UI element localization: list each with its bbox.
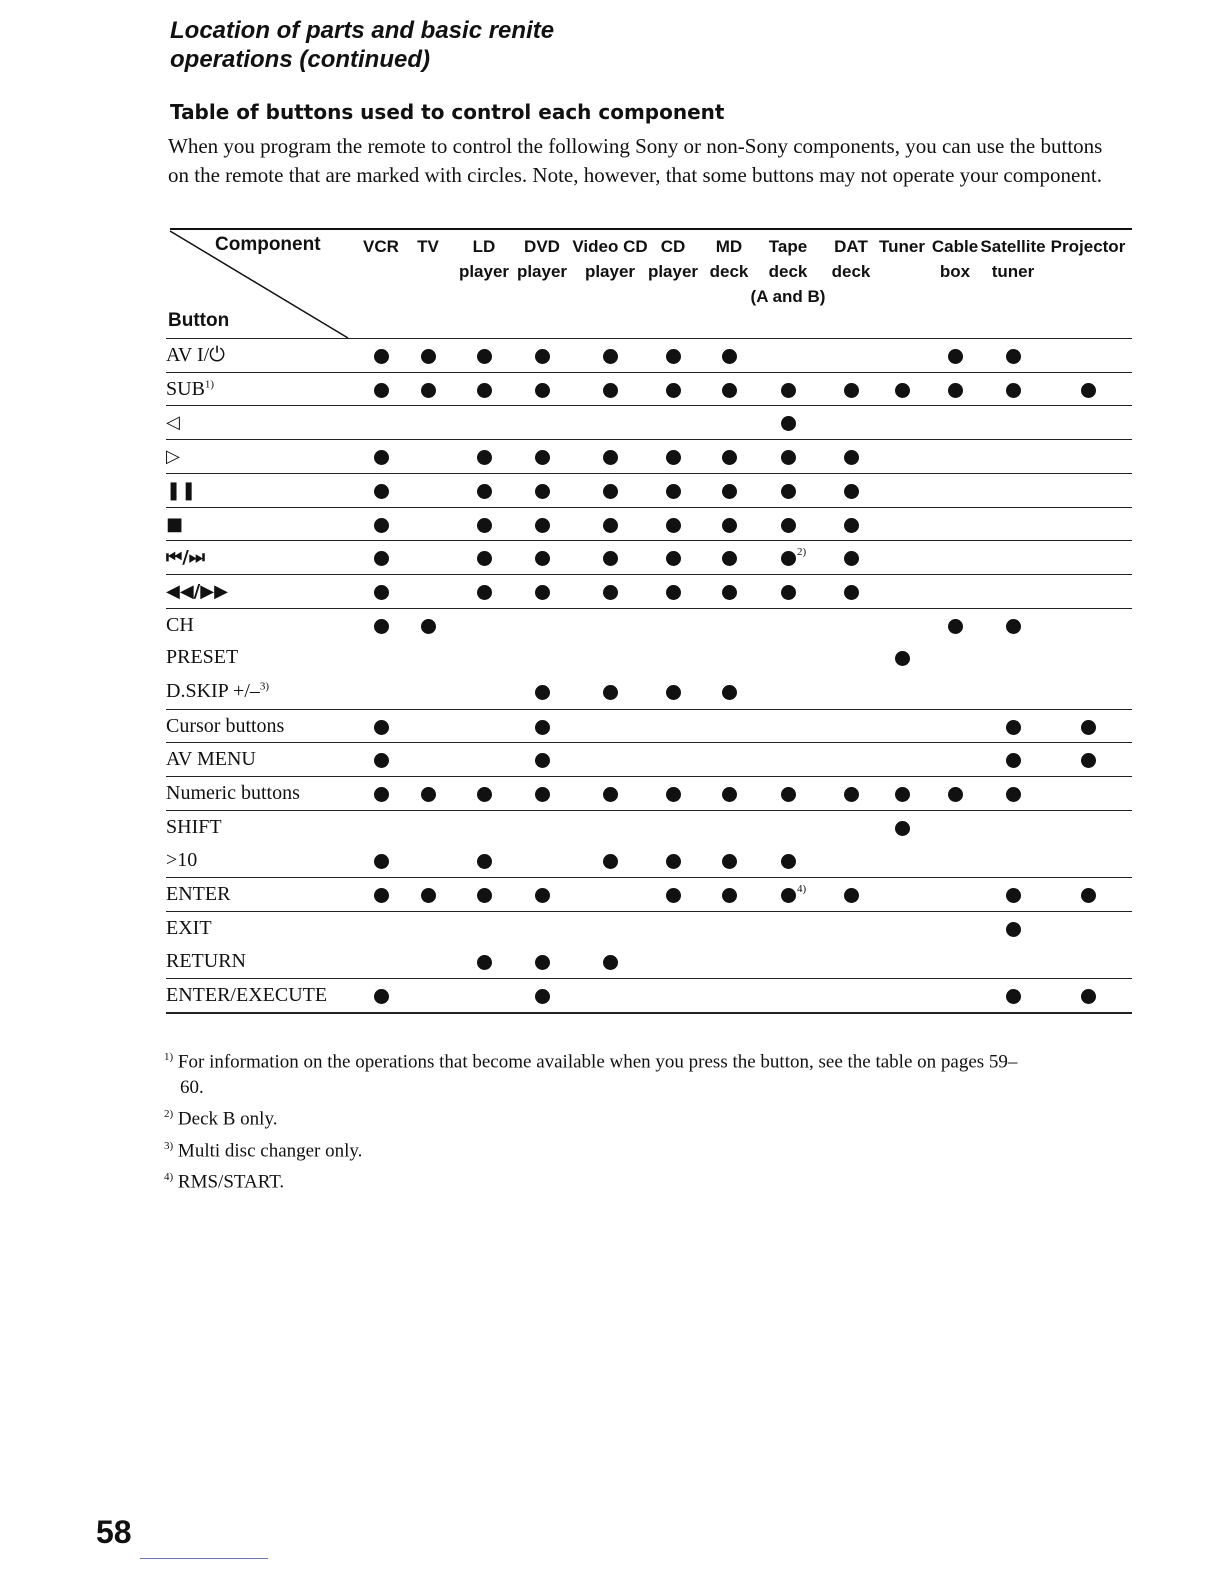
support-dot [844,888,859,903]
support-dot [535,685,550,700]
table-row [166,742,1132,777]
table-row [166,978,1132,1013]
intro-text: When you program the remote to control the following Sony or non-Sony components, you can use the buttons on the remote that are marked with circles. Note, however, that some buttons may not operate your component. [168,134,1103,187]
support-dot [666,854,681,869]
support-dot [535,349,550,364]
support-dot [666,450,681,465]
support-dot [666,349,681,364]
row-label-text: RETURN [166,949,246,972]
page-number: 58 [96,1514,132,1550]
column-header-line: Video CD [572,237,648,256]
table-row [166,372,1132,407]
footnote-mark: 3) [164,1139,174,1152]
support-dot [477,551,492,566]
column-header-line: Projector [1050,237,1126,256]
support-dot [535,383,550,398]
column-header-line: VCR [363,237,399,256]
column-header [572,234,647,309]
support-dot [722,854,737,869]
table-row [166,709,1132,744]
column-header-line [932,284,978,309]
table-row [166,338,1132,373]
table-row [166,507,1132,542]
table-row [166,540,1132,575]
support-dot [603,787,618,802]
support-dot [374,720,389,735]
support-dot [603,551,618,566]
support-dot [844,585,859,600]
support-dot [722,383,737,398]
support-dot [895,787,910,802]
support-dot [603,484,618,499]
support-dot [603,854,618,869]
support-dot [948,349,963,364]
column-header-line: tuner [991,262,1035,281]
section-title: Table of buttons used to control each component [170,100,725,124]
row-label-text: Numeric buttons [166,782,300,805]
table-row [166,439,1132,474]
column-header-line [572,284,647,309]
support-dot [374,989,389,1004]
row-label-text: AV MENU [166,748,256,771]
support-dot [1006,349,1021,364]
support-dot [535,989,550,1004]
support-dot [844,518,859,533]
support-dot [666,585,681,600]
support-dot [895,383,910,398]
column-header-line [648,284,698,309]
row-label [166,581,228,602]
column-header-line: (A and B) [750,287,826,306]
row-label-text: ▷ [166,446,180,468]
support-dot [781,585,796,600]
table-row [166,574,1132,609]
footnote [164,1164,1114,1195]
support-dot [603,450,618,465]
table-row [166,641,1132,675]
support-dot [948,787,963,802]
support-dot [374,518,389,533]
column-header-line: player [458,262,510,281]
support-dot [844,383,859,398]
support-dot [666,518,681,533]
support-dot [374,484,389,499]
support-dot [722,349,737,364]
column-header-line: deck [831,262,871,281]
support-dot [781,484,796,499]
column-header [710,234,749,309]
support-dot [1081,888,1096,903]
column-header-line: player [516,262,568,281]
header-line-1: Location of parts and basic renite [170,17,555,44]
support-dot [1006,619,1021,634]
support-dot [722,787,737,802]
support-dot [603,685,618,700]
row-label [166,514,183,535]
row-label [166,378,214,401]
support-dot [722,585,737,600]
support-dot [722,685,737,700]
support-dot [603,955,618,970]
support-dot [421,787,436,802]
support-dot [535,888,550,903]
table-bottom-rule [166,1012,1132,1014]
support-dot [477,955,492,970]
support-dot [948,383,963,398]
support-dot [374,619,389,634]
footnote-ref: 3) [259,680,270,693]
row-label [166,680,269,703]
support-dot [421,349,436,364]
support-dot [477,518,492,533]
column-header [417,234,439,309]
support-dot [535,753,550,768]
support-dot [781,883,807,903]
column-header [980,234,1045,309]
dot-footnote-ref: 4) [797,883,807,896]
row-label-text: ◁ [166,412,180,434]
support-dot [722,518,737,533]
column-header-line: TV [417,237,439,256]
support-dot [1081,753,1096,768]
row-label [166,446,180,467]
row-label-text: ◀◀/▶▶ [166,580,228,602]
support-dot [666,888,681,903]
column-header-line: LD [472,237,496,256]
row-label-text: Cursor buttons [166,714,285,737]
corner-button-label: Button [168,310,230,331]
support-dot [1006,383,1021,398]
corner-component-label: Component [215,234,321,255]
column-header-line [517,284,567,309]
support-dot [1006,888,1021,903]
support-dot [477,787,492,802]
column-header-line: Satellite [980,237,1046,256]
column-header-line [417,259,439,284]
footnote [164,1044,1114,1075]
column-header-line: player [647,262,699,281]
table-row [166,945,1132,979]
support-dot [477,854,492,869]
support-dot [1081,720,1096,735]
table-row [166,844,1132,878]
row-label [166,748,256,771]
support-dot [666,685,681,700]
table-row [166,776,1132,811]
support-dot [781,450,796,465]
column-header-line [459,284,509,309]
row-label-text: AV I/⏻ [166,344,225,366]
table-row [166,810,1132,845]
column-header [517,234,567,309]
row-label [166,344,225,367]
row-label-text: PRESET [166,646,239,669]
footnote-text: RMS/START. [177,1171,285,1193]
column-header [832,234,871,309]
support-dot [844,450,859,465]
table-row [166,473,1132,508]
support-dot [781,416,796,431]
row-label-text: SUB [166,377,205,400]
column-header-line: Cable [931,237,979,256]
table-row [166,675,1132,709]
column-header [648,234,698,309]
support-dot [603,349,618,364]
support-dot [477,888,492,903]
row-label-text: >10 [166,848,198,871]
column-header [751,234,826,309]
row-label-text: D.SKIP +/– [166,680,260,702]
support-dot [421,888,436,903]
footnote-continuation: 60. [180,1077,204,1099]
column-header-line: Tape [768,237,808,256]
support-dot [374,585,389,600]
support-dot [603,585,618,600]
column-header-line [1051,284,1126,309]
footnote-mark: 4) [164,1170,174,1183]
support-dot [722,551,737,566]
column-header-line [879,259,925,284]
support-dot [781,383,796,398]
support-dot [374,888,389,903]
support-dot [477,349,492,364]
support-dot [666,787,681,802]
row-label [166,917,212,940]
row-label [166,849,197,872]
row-label [166,782,300,805]
support-dot [421,619,436,634]
support-dot [603,518,618,533]
support-dot [374,383,389,398]
support-dot [722,450,737,465]
support-dot [535,787,550,802]
table-row [166,608,1132,643]
support-dot [666,383,681,398]
support-dot [1081,383,1096,398]
column-header-line [879,284,925,309]
support-dot [477,585,492,600]
column-header-line: MD [715,237,743,256]
footnote [164,1101,1114,1132]
support-dot [1006,787,1021,802]
column-header-line [980,284,1045,309]
footnote-text: Multi disc changer only. [177,1139,363,1161]
column-header-line: box [939,262,971,281]
column-header [932,234,978,309]
support-dot [374,753,389,768]
support-dot [374,349,389,364]
row-label-text: ⏮/⏭ [166,547,205,569]
support-dot [781,854,796,869]
footnote-mark: 1) [164,1051,174,1063]
table-row [166,877,1132,912]
support-dot [1081,989,1096,1004]
support-dot [1006,753,1021,768]
column-header-line [363,259,399,284]
column-header-line [832,284,871,309]
row-label-text: ❚❚ [166,479,197,501]
footnote [164,1133,1114,1164]
support-dot [535,450,550,465]
row-label [166,480,196,501]
support-dot [895,651,910,666]
support-dot [477,484,492,499]
support-dot [535,585,550,600]
column-header-line: deck [709,262,749,281]
support-dot [948,619,963,634]
footnote-text: Deck B only. [177,1108,278,1130]
row-label [166,950,246,973]
column-header-line: CD [660,237,686,256]
row-label [166,614,194,637]
support-dot [722,484,737,499]
row-label [166,715,284,738]
support-dot [374,787,389,802]
row-label [166,547,205,568]
footnote-ref: 1) [204,378,215,391]
column-header [879,234,925,309]
row-label-text: ■ [166,513,184,535]
support-dot [781,518,796,533]
support-dot [666,551,681,566]
dot-footnote-ref: 2) [797,546,807,559]
row-label-text: CH [166,613,194,636]
footnote-mark: 2) [164,1108,174,1121]
support-dot [374,450,389,465]
column-header [1051,234,1126,309]
column-header-line: DVD [524,237,560,256]
column-header [459,234,509,309]
row-label-text: SHIFT [166,815,222,838]
support-dot [722,888,737,903]
support-dot [781,546,807,566]
column-header-line [417,284,439,309]
support-dot [1006,720,1021,735]
support-dot [535,518,550,533]
row-label-text: ENTER/EXECUTE [166,984,328,1007]
row-label-text: ENTER [166,883,231,906]
support-dot [535,955,550,970]
column-header-line [363,284,399,309]
support-dot [781,787,796,802]
support-dot [535,720,550,735]
support-dot [535,484,550,499]
support-dot [844,551,859,566]
support-dot [374,854,389,869]
column-header-line: Tuner [879,237,925,256]
column-header-line [710,284,749,309]
footnotes [164,1044,1114,1195]
support-dot [1006,922,1021,937]
support-dot [477,383,492,398]
column-header-line [1051,259,1126,284]
row-label [166,816,222,839]
row-label [166,883,230,906]
support-dot [421,383,436,398]
support-dot [1006,989,1021,1004]
support-dot [895,821,910,836]
column-header-line: DAT [834,237,868,256]
support-dot [603,383,618,398]
support-dot [477,450,492,465]
support-dot [844,484,859,499]
support-dot [666,484,681,499]
column-header [363,234,399,309]
support-dot [535,551,550,566]
footnote-text: For information on the operations that become available when you press the button, see the table on pages 59– [177,1051,1018,1073]
support-dot [374,551,389,566]
column-header-line: player [584,262,636,281]
support-dot [844,787,859,802]
header-line-2: operations (continued) [170,46,430,73]
column-header-line: deck [768,262,808,281]
table-row [166,405,1132,440]
row-label-text: EXIT [166,916,212,939]
table-row [166,911,1132,946]
row-label [166,646,238,669]
row-label [166,412,180,433]
footer-rule [140,1558,268,1559]
row-label [166,984,327,1007]
